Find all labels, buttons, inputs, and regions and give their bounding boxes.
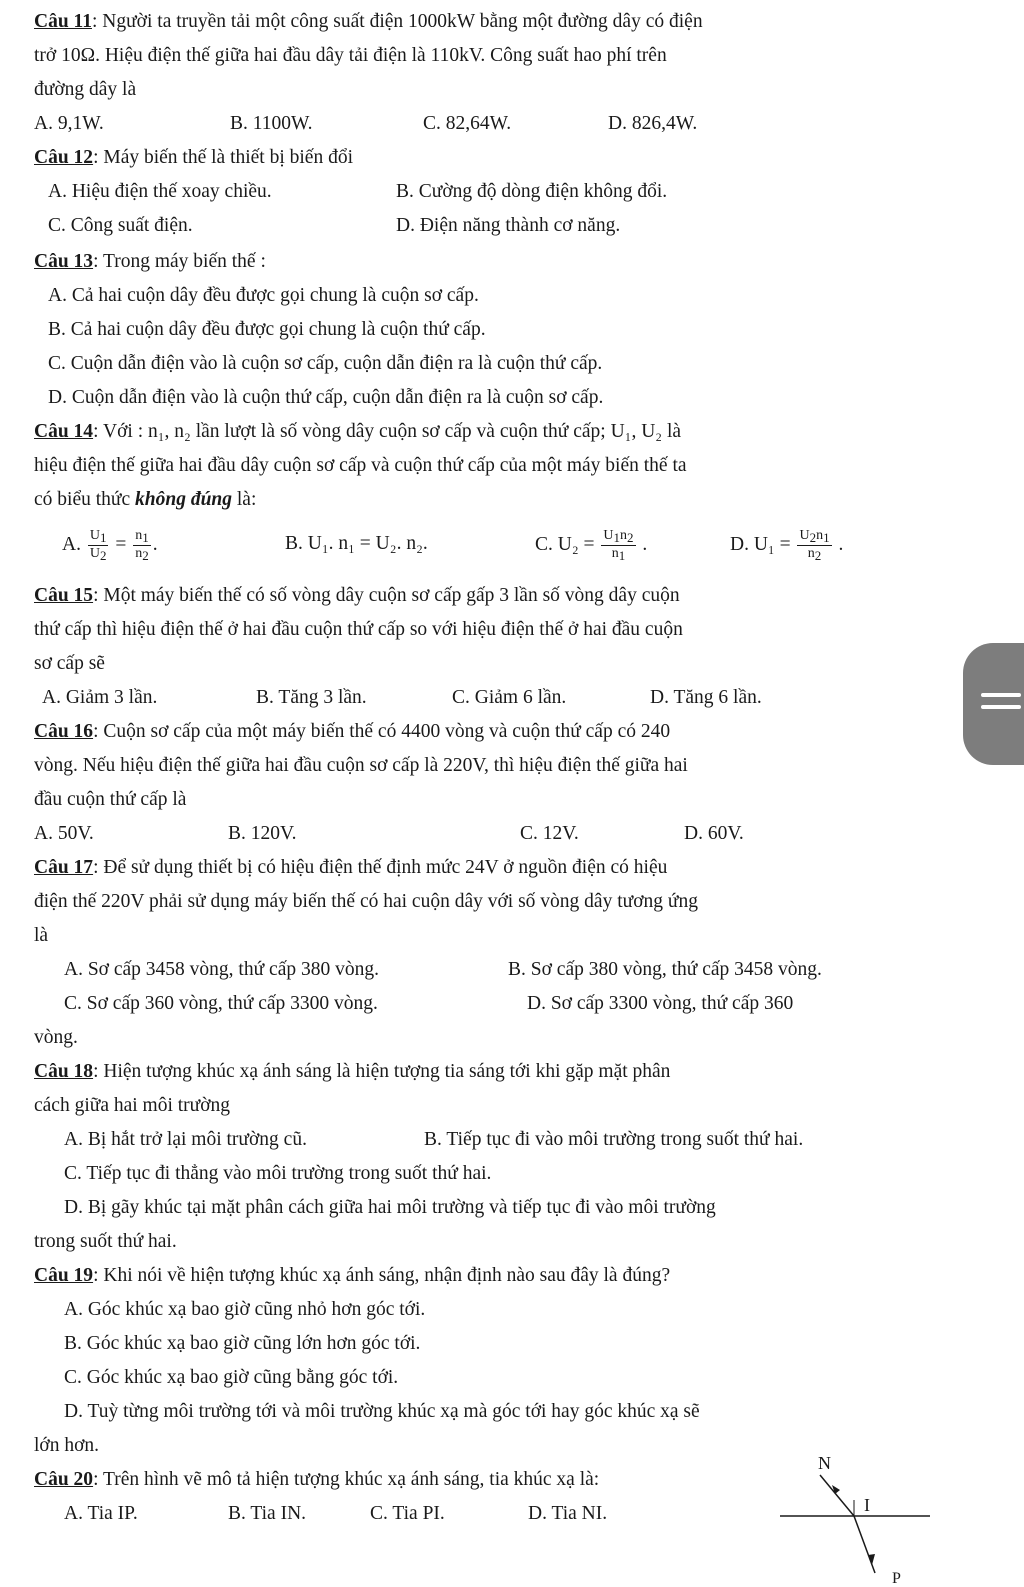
q12-option-b: B. Cường độ dòng điện không đổi.	[396, 181, 668, 202]
ray-ni-arrow	[832, 1485, 840, 1494]
q18-option-b: B. Tiếp tục đi vào môi trường trong suốt thứ hai.	[424, 1129, 804, 1150]
q16-option-b: B. 120V.	[228, 823, 297, 844]
q13-option-c: C. Cuộn dẫn điện vào là cuộn sơ cấp, cuộn dẫn điện ra là cuộn thứ cấp.	[48, 353, 603, 374]
q11-option-c: C. 82,64W.	[423, 113, 512, 134]
q14-line1: Câu 14: Với : n₁, n₂ lần lượt là số vòng dây cuộn sơ cấp và cuộn thứ cấp; U₁, U₂ là	[34, 421, 682, 442]
q12-label: Câu 12	[34, 147, 94, 168]
scroll-handle-grip-top	[981, 693, 1021, 697]
q12-line1: Câu 12: Máy biến thế là thiết bị biến đổi	[34, 147, 354, 168]
q16-option-a: A. 50V.	[34, 823, 94, 844]
q15-option-a: A. Giảm 3 lần.	[42, 687, 158, 708]
q17-line1: Câu 17: Để sử dụng thiết bị có hiệu điện thế định mức 24V ở nguồn điện có hiệu	[34, 857, 668, 878]
q18-option-a: A. Bị hắt trở lại môi trường cũ.	[64, 1129, 307, 1150]
q15-line2: thứ cấp thì hiệu điện thế ở hai đầu cuộn thứ cấp so với hiệu điện thế ở hai đầu cuộn	[34, 619, 683, 640]
q20-line1: Câu 20: Trên hình vẽ mô tả hiện tượng khúc xạ ánh sáng, tia khúc xạ là:	[34, 1469, 600, 1490]
ray-ni	[820, 1475, 854, 1516]
label-p: P	[892, 1570, 901, 1585]
q14-line3: có biểu thức không đúng là:	[34, 489, 257, 510]
q17-option-c: C. Sơ cấp 360 vòng, thứ cấp 3300 vòng.	[64, 993, 378, 1014]
q17-label: Câu 17	[34, 857, 94, 878]
q19-label: Câu 19	[34, 1265, 94, 1286]
q18-option-d-cont: trong suốt thứ hai.	[34, 1231, 177, 1252]
q16-line3: đầu cuộn thứ cấp là	[34, 789, 187, 810]
q13-option-a: A. Cả hai cuộn dây đều được gọi chung là cuộn sơ cấp.	[48, 285, 479, 306]
q11-option-d: D. 826,4W.	[608, 113, 698, 134]
ray-ip-arrow	[868, 1554, 875, 1565]
fraction-u1-u2: $\frac{U1}{U2}$	[89, 528, 107, 564]
q13-option-b: B. Cả hai cuộn dây đều được gọi chung là cuộn thứ cấp.	[48, 319, 486, 340]
refraction-diagram	[780, 1455, 940, 1585]
q15-option-c: C. Giảm 6 lần.	[452, 687, 567, 708]
q20-option-c: C. Tia PI.	[370, 1503, 445, 1524]
q19-option-d: D. Tuỳ từng môi trường tới và môi trường khúc xạ mà góc tới hay góc khúc xạ sẽ	[64, 1401, 700, 1422]
label-n: N	[818, 1455, 831, 1473]
fraction-n1-n2: $\frac{n1}{n2}$	[135, 528, 149, 564]
q12-option-c: C. Công suất điện.	[48, 215, 193, 236]
q14-line2: hiệu điện thế giữa hai đầu dây cuộn sơ cấp và cuộn thứ cấp của một máy biến thế ta	[34, 455, 687, 476]
q14-option-d: D. U₁ = $\frac{U2n1}{n2}$ .	[730, 528, 844, 564]
q20-option-b: B. Tia IN.	[228, 1503, 307, 1524]
q19-option-b: B. Góc khúc xạ bao giờ cũng lớn hơn góc tới.	[64, 1333, 421, 1354]
q11-line2: trở 10Ω. Hiệu điện thế giữa hai đầu dây tải điện là 110kV. Công suất hao phí trên	[34, 45, 667, 66]
q14-option-b: B. U₁. n₁ = U₂. n₂.	[285, 533, 428, 554]
q17-line3: là	[34, 925, 49, 946]
q16-option-d: D. 60V.	[684, 823, 744, 844]
q18-option-d: D. Bị gãy khúc tại mặt phân cách giữa hai môi trường và tiếp tục đi vào môi trường	[64, 1197, 716, 1218]
scroll-handle-grip-bottom	[981, 705, 1021, 709]
q11-line1: Câu 11: Người ta truyền tải một công suất điện 1000kW bằng một đường dây có điện	[34, 11, 703, 32]
q17-line2: điện thế 220V phải sử dụng máy biến thế có hai cuộn dây với số vòng dây tương ứng	[34, 891, 698, 912]
q20-label: Câu 20	[34, 1469, 94, 1490]
q19-option-d-cont: lớn hơn.	[34, 1435, 100, 1456]
q15-label: Câu 15	[34, 585, 94, 606]
q19-option-a: A. Góc khúc xạ bao giờ cũng nhỏ hơn góc tới.	[64, 1299, 426, 1320]
q11-label: Câu 11	[34, 11, 92, 32]
q16-label: Câu 16	[34, 721, 94, 742]
q17-option-a: A. Sơ cấp 3458 vòng, thứ cấp 380 vòng.	[64, 959, 379, 980]
q11-option-a: A. 9,1W.	[34, 113, 104, 134]
q14-option-a: A. $\frac{U1}{U2}$ = $\frac{n1}{n2}$ .	[62, 528, 158, 564]
q14-label: Câu 14	[34, 421, 94, 442]
q15-line1: Câu 15: Một máy biến thế có số vòng dây cuộn sơ cấp gấp 3 lần số vòng dây cuộn	[34, 585, 680, 606]
q12-option-a: A. Hiệu điện thế xoay chiều.	[48, 181, 272, 202]
q19-line1: Câu 19: Khi nói về hiện tượng khúc xạ ánh sáng, nhận định nào sau đây là đúng?	[34, 1265, 671, 1286]
q15-line3: sơ cấp sẽ	[34, 653, 105, 674]
q11-option-b: B. 1100W.	[230, 113, 313, 134]
q18-line1: Câu 18: Hiện tượng khúc xạ ánh sáng là hiện tượng tia sáng tới khi gặp mặt phân	[34, 1061, 671, 1082]
q17-option-d-cont: vòng.	[34, 1027, 78, 1048]
q15-option-d: D. Tăng 6 lần.	[650, 687, 762, 708]
q20-option-d: D. Tia NI.	[528, 1503, 608, 1524]
q12-option-d: D. Điện năng thành cơ năng.	[396, 215, 621, 236]
q13-option-d: D. Cuộn dẫn điện vào là cuộn thứ cấp, cuộn dẫn điện ra là cuộn sơ cấp.	[48, 387, 604, 408]
q13-line1: Câu 13: Trong máy biến thế :	[34, 251, 266, 272]
scroll-handle[interactable]	[963, 643, 1024, 765]
q16-line1: Câu 16: Cuộn sơ cấp của một máy biến thế có 4400 vòng và cuộn thứ cấp có 240	[34, 721, 671, 742]
fraction-u2n1-n2: $\frac{U2n1}{n2}$	[799, 528, 830, 564]
q16-option-c: C. 12V.	[520, 823, 579, 844]
q14-option-c: C. U₂ = $\frac{U1n2}{n1}$ .	[535, 528, 648, 564]
q16-line2: vòng. Nếu hiệu điện thế giữa hai đầu cuộn sơ cấp là 220V, thì hiệu điện thế giữa hai	[34, 755, 688, 776]
q13-label: Câu 13	[34, 251, 94, 272]
q17-option-b: B. Sơ cấp 380 vòng, thứ cấp 3458 vòng.	[508, 959, 822, 980]
q20-option-a: A. Tia IP.	[64, 1503, 138, 1524]
q18-label: Câu 18	[34, 1061, 94, 1082]
fraction-u1n2-n1: $\frac{U1n2}{n1}$	[603, 528, 634, 564]
q11-line3: đường dây là	[34, 79, 137, 100]
label-i: I	[864, 1495, 870, 1515]
q17-option-d: D. Sơ cấp 3300 vòng, thứ cấp 360	[527, 993, 794, 1014]
q18-option-c: C. Tiếp tục đi thẳng vào môi trường trong suốt thứ hai.	[64, 1163, 492, 1184]
q19-option-c: C. Góc khúc xạ bao giờ cũng bằng góc tới.	[64, 1367, 399, 1388]
q18-line2: cách giữa hai môi trường	[34, 1095, 231, 1116]
q15-option-b: B. Tăng 3 lần.	[256, 687, 367, 708]
